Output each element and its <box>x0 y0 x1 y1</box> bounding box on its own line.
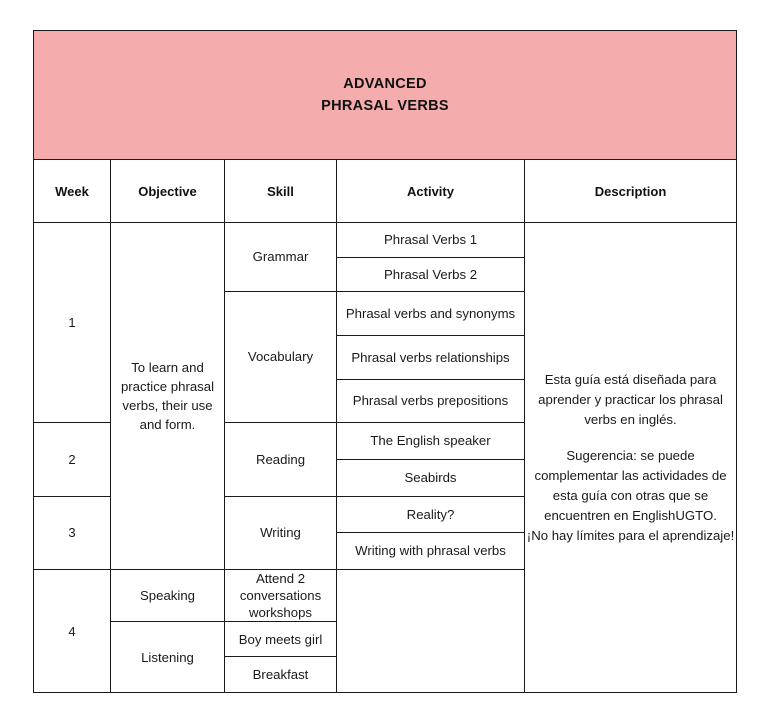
table-row <box>34 223 737 258</box>
activity-cell-9: Writing with phrasal verbs <box>337 533 525 570</box>
activity-cell-6: The English speaker <box>337 423 525 460</box>
document-title <box>34 73 736 118</box>
table-header-row <box>34 160 737 223</box>
description-paragraph-1: Esta guía está diseñada para aprender y practicar los phrasal verbs en inglés. <box>538 372 723 427</box>
skill-cell-speaking: Speaking <box>111 570 225 622</box>
column-header-objective: Objective <box>111 160 225 223</box>
schedule-table-wrapper <box>33 30 736 693</box>
title-line-1: ADVANCED <box>343 75 427 92</box>
title-line-2: PHRASAL VERBS <box>321 98 449 114</box>
week-cell-3: 3 <box>34 497 111 570</box>
column-header-week: Week <box>34 160 111 223</box>
skill-cell-grammar: Grammar <box>225 223 337 292</box>
week-cell-1: 1 <box>34 223 111 423</box>
skill-cell-writing: Writing <box>225 497 337 570</box>
activity-cell-2: Phrasal Verbs 2 <box>337 258 525 292</box>
activity-cell-1: Phrasal Verbs 1 <box>337 223 525 258</box>
skill-cell-reading: Reading <box>225 423 337 497</box>
activity-cell-4: Phrasal verbs relationships <box>337 336 525 380</box>
description-spacer <box>525 429 736 446</box>
title-banner-row <box>34 31 737 160</box>
skill-cell-listening: Listening <box>111 622 225 693</box>
activity-cell-11: Boy meets girl <box>225 622 337 657</box>
schedule-table <box>33 30 737 693</box>
week-cell-4: 4 <box>34 570 111 693</box>
column-header-description: Description <box>525 160 737 223</box>
activity-cell-3: Phrasal verbs and synonyms <box>337 292 525 336</box>
description-cell <box>525 223 737 693</box>
description-paragraph-2: Sugerencia: se puede complementar las actividades de esta guía con otras que se encuentren en EnglishUGTO. <box>534 448 727 523</box>
column-header-activity: Activity <box>337 160 525 223</box>
activity-cell-8: Reality? <box>337 497 525 533</box>
activity-cell-10: Attend 2 conversations workshops <box>225 570 337 622</box>
activity-cell-5: Phrasal verbs prepositions <box>337 380 525 423</box>
skill-cell-vocabulary: Vocabulary <box>225 292 337 423</box>
week-cell-2: 2 <box>34 423 111 497</box>
activity-cell-7: Seabirds <box>337 460 525 497</box>
column-header-skill: Skill <box>225 160 337 223</box>
objective-cell: To learn and practice phrasal verbs, their use and form. <box>111 223 225 570</box>
title-banner <box>34 31 737 160</box>
description-paragraph-3: ¡No hay límites para el aprendizaje! <box>526 527 735 543</box>
activity-cell-12: Breakfast <box>225 657 337 693</box>
